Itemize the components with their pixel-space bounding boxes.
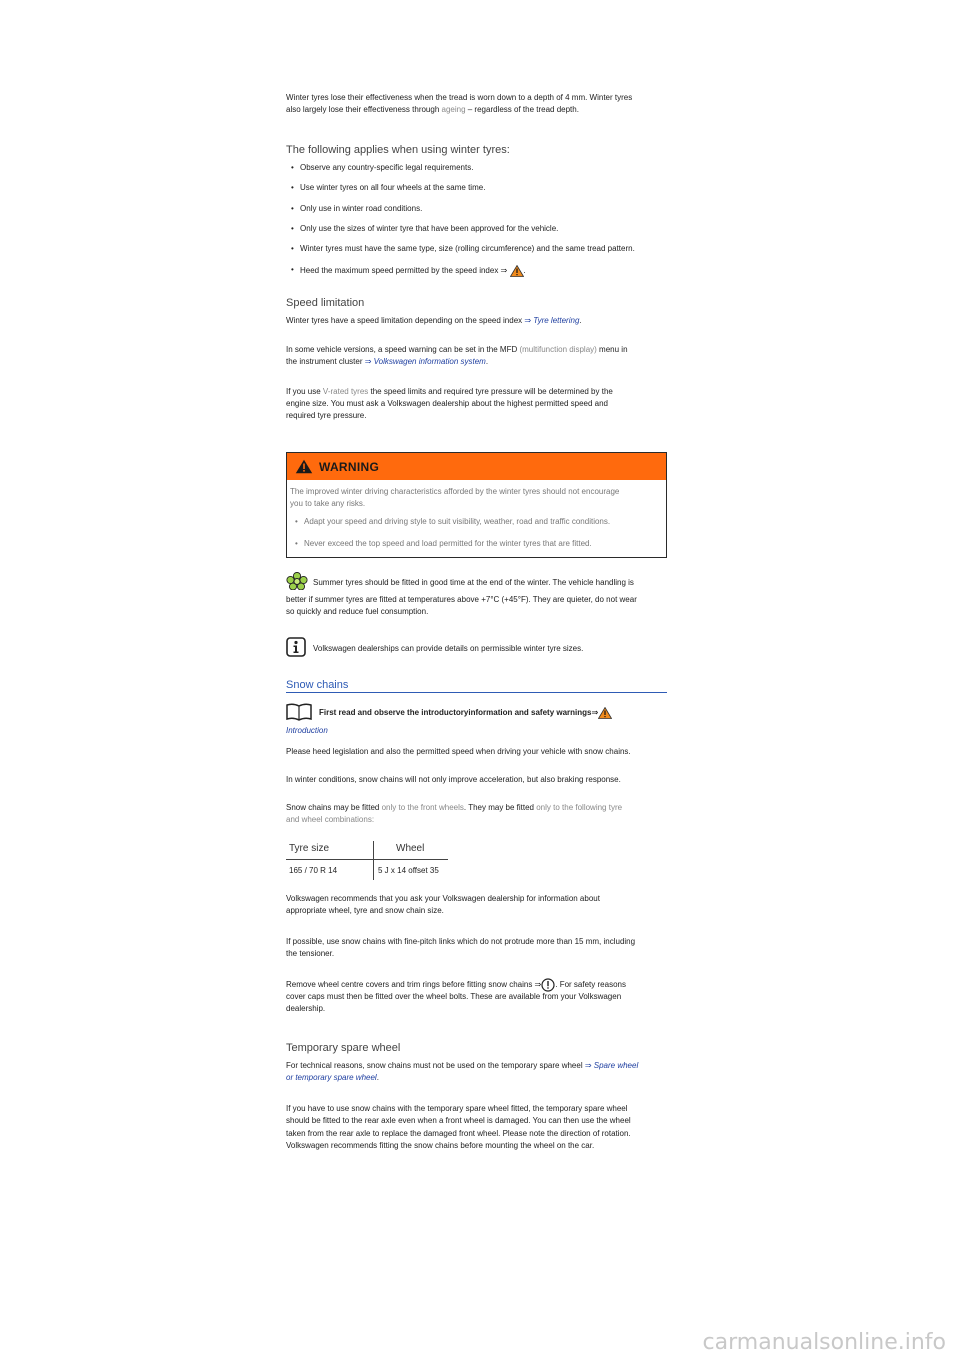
snow-p2: In winter conditions, snow chains will not only improve acceleration, but also braking response. xyxy=(286,775,621,784)
warning-title: WARNING xyxy=(319,459,380,474)
speed-p1: Winter tyres have a speed limitation depending on the speed index ⇒ Tyre lettering. xyxy=(286,316,582,325)
read-first-notice: First read and observe the introductoryinformation and safety warnings⇒ xyxy=(319,707,612,719)
environment-flower-icon xyxy=(286,572,308,590)
list-item: • Adapt your speed and driving style to suit visibility, weather, road and traffic conditions. xyxy=(295,517,610,526)
spare-p1-line-2: or temporary spare wheel. xyxy=(286,1073,379,1082)
spare-p2-line-4: Volkswagen recommends fitting the snow chains before mounting the wheel on the car. xyxy=(286,1141,595,1150)
speed-p2-line-1: In some vehicle versions, a speed warning can be set in the MFD (multifunction display) menu in xyxy=(286,345,628,354)
spare-p1-line-1: For technical reasons, snow chains must not be used on the temporary spare wheel ⇒ Spare wheel xyxy=(286,1061,639,1070)
introduction-link[interactable]: Introduction xyxy=(286,726,328,735)
spare-p2-line-1: If you have to use snow chains with the temporary spare wheel fitted, the temporary spare wheel xyxy=(286,1104,628,1113)
warning-box xyxy=(286,452,667,558)
snow-chains-title: Snow chains xyxy=(286,679,667,693)
info-note: Volkswagen dealerships can provide details on permissible winter tyre sizes. xyxy=(313,644,584,653)
snow-p3-line-1: Snow chains may be fitted only to the front wheels. They may be fitted only to the following tyre xyxy=(286,803,623,812)
list-item: • Winter tyres must have the same type, size (rolling circumference) and the same tread pattern. xyxy=(291,244,635,253)
env-note-line-1: Summer tyres should be fitted in good time at the end of the winter. The vehicle handling is xyxy=(313,578,634,587)
snow-p3-line-2: and wheel combinations: xyxy=(286,815,375,824)
speed-p3-line-2: engine size. You must ask a Volkswagen dealership about the highest permitted speed and xyxy=(286,399,608,408)
env-note-line-2: better if summer tyres are fitted at temperatures above +7°C (+45°F). They are quieter, do not wear xyxy=(286,595,637,604)
warning-triangle-icon[interactable] xyxy=(510,265,524,277)
list-item: • Observe any country-specific legal requirements. xyxy=(291,163,473,172)
list-item: • Never exceed the top speed and load permitted for the winter tyres that are fitted. xyxy=(295,539,592,548)
table-header-tyre-size: Tyre size xyxy=(289,843,330,854)
table-row xyxy=(286,860,448,878)
env-note-line-3: so quickly and reduce fuel consumption. xyxy=(286,607,429,616)
speed-p3-line-1: If you use V-rated tyres the speed limits and required tyre pressure will be determined by the xyxy=(286,387,613,396)
watermark: carmanualsonline.info xyxy=(702,1330,946,1355)
intro-line-2: also largely lose their effectiveness through ageing – regardless of the tread depth. xyxy=(286,105,579,114)
intro-line-1: Winter tyres lose their effectiveness when the tread is worn down to a depth of 4 mm. Winter tyres xyxy=(286,93,633,102)
spare-p2-line-3: taken from the rear axle to replace the damaged front wheel. Please note the direction of rotation. xyxy=(286,1129,631,1138)
snow-p5-line-2: the tensioner. xyxy=(286,949,335,958)
list-item: • Only use the sizes of winter tyre that have been approved for the vehicle. xyxy=(291,224,558,233)
warning-triangle-icon xyxy=(295,459,313,474)
list-item: • Heed the maximum speed permitted by the speed index ⇒ . xyxy=(291,265,526,277)
snow-p6-line-2: cover caps must then be fitted over the wheel bolts. These are available from your Volkswagen xyxy=(286,992,622,1001)
warning-line-2: you to take any risks. xyxy=(290,499,366,508)
speed-p3-line-3: required tyre pressure. xyxy=(286,411,367,420)
table-header xyxy=(286,841,448,860)
vw-info-system-link[interactable]: ⇒ Volkswagen information system xyxy=(364,357,486,366)
snow-p5-line-1: If possible, use snow chains with fine-pitch links which do not protrude more than 15 mm, including xyxy=(286,937,636,946)
spare-wheel-link[interactable]: ⇒ Spare wheel xyxy=(584,1061,639,1070)
snow-p1: Please heed legislation and also the permitted speed when driving your vehicle with snow chains. xyxy=(286,747,631,756)
spare-heading: Temporary spare wheel xyxy=(286,1042,401,1054)
snow-p4-line-1: Volkswagen recommends that you ask your Volkswagen dealership for information about xyxy=(286,894,600,903)
speed-heading: Speed limitation xyxy=(286,297,365,309)
info-icon xyxy=(286,637,306,657)
warning-triangle-icon[interactable] xyxy=(598,707,612,719)
caution-icon[interactable] xyxy=(541,978,555,992)
applies-heading: The following applies when using winter tyres: xyxy=(286,144,510,156)
tyre-lettering-link[interactable]: ⇒ Tyre lettering xyxy=(524,316,580,325)
book-icon xyxy=(286,703,312,721)
spare-wheel-link-cont[interactable]: or temporary spare wheel xyxy=(286,1073,377,1082)
table-header-wheel: Wheel xyxy=(396,843,425,854)
warning-line-1: The improved winter driving characteristics afforded by the winter tyres should not encourage xyxy=(290,487,620,496)
snow-p4-line-2: appropriate wheel, tyre and snow chain size. xyxy=(286,906,444,915)
speed-p2-line-2: the instrument cluster ⇒ Volkswagen information system. xyxy=(286,357,489,366)
table-cell: 5 J x 14 offset 35 xyxy=(378,866,439,875)
tyre-wheel-table xyxy=(286,841,448,878)
spare-p2-line-2: should be fitted to the rear axle even when a front wheel is damaged. You can then use the wheel xyxy=(286,1116,631,1125)
list-item: • Only use in winter road conditions. xyxy=(291,204,422,213)
list-item: • Use winter tyres on all four wheels at the same time. xyxy=(291,183,485,192)
snow-p6-line-3: dealership. xyxy=(286,1004,326,1013)
snow-p6-line-1: Remove wheel centre covers and trim rings before fitting snow chains ⇒ . For safety reasons xyxy=(286,978,626,992)
table-cell: 165 / 70 R 14 xyxy=(289,866,338,875)
warning-header xyxy=(287,453,666,480)
